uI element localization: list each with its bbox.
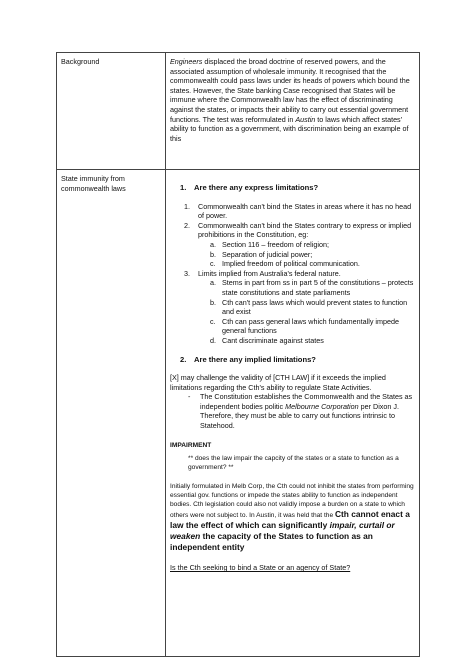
list-item: 3. Limits implied from Australia's federal nature. — [184, 268, 341, 278]
dash-item: - The Constitution establishes the Commonwealth and the States as independent bodies politic Melbourne Corporation per Dixon J. Therefore, they must be able to carry out functions intrinsic to Statehood. — [188, 392, 413, 431]
list-item: 1. Commonwealth can't bind the States in areas where it has no head of power. — [184, 201, 412, 221]
sub-item: a. Section 116 – freedom of religion; — [210, 239, 329, 249]
sub-item: a. Stems in part from ss in part 5 of the constitutions – protects state constitutions and state parliaments — [210, 278, 414, 297]
question-express: 1. Are there any express limitations? — [180, 183, 319, 192]
immunity-label: State immunity from commonwealth laws — [57, 170, 166, 657]
immunity-content — [166, 170, 420, 657]
background-row — [57, 53, 420, 170]
question-implied: 2. Are there any implied limitations? — [180, 354, 316, 364]
notes-table — [56, 52, 420, 657]
sub-item: b. Separation of judicial power; — [210, 249, 313, 259]
case-melbourne-corporation: Melbourne Corporation — [285, 401, 359, 411]
sub-item: c. Cth can pass general laws which fundamentally impede general functions — [210, 316, 399, 336]
background-label: Background — [57, 53, 166, 170]
background-text: Engineers displaced the broad doctrine of reserved powers, and the associated assumption of wholesale immunity. It recognised that the commonwealth could pass laws under its heads of powers which bound the states. However, the State banking Case recognised that States will be immune where the Commonwealth law has the effect of discriminating against the states, or impacts their ability to carry out essential government functions. The test was reformulated in Austin to laws which affect states' ability to function as a government, with discrimination being an example of this — [166, 53, 420, 170]
melb-corp-paragraph: Initially formulated in Melb Corp, the Cth could not inhibit the states from performing essential gov. functions or impede the states ability to function as independent bodies. Cth legislation could also not validly impose a burden on a state to which others were not subject to. In Austin, it was held that the Cth cannot enact a law the effect of which can significantly impair, curtail or weaken the capacity of the States to function as an independent entity — [170, 483, 414, 553]
sub-item: c. Implied freedom of political communication. — [210, 259, 360, 269]
case-austin: Austin — [295, 114, 316, 124]
sub-item: b. Cth can't pass laws which would prevent states to function and exist — [210, 297, 408, 317]
challenge-paragraph: [X] may challenge the validity of [CTH LAW] if it exceeds the implied limitations regarding the Cth's ability to regulate State Activities. — [170, 373, 386, 392]
list-item: 2. Commonwealth can't bind the States contrary to express or implied prohibitions in the Constitution, eg: — [184, 220, 412, 240]
case-engineers: Engineers — [170, 57, 203, 66]
immunity-row — [57, 170, 420, 657]
agency-question: Is the Cth seeking to bind a State or an agency of State? — [170, 563, 351, 573]
impairment-heading: IMPAIRMENT — [170, 441, 212, 449]
sub-item: d. Cant discriminate against states — [210, 335, 324, 345]
impairment-question: ** does the law impair the capcity of the states or a state to function as a government? ** — [188, 455, 399, 472]
